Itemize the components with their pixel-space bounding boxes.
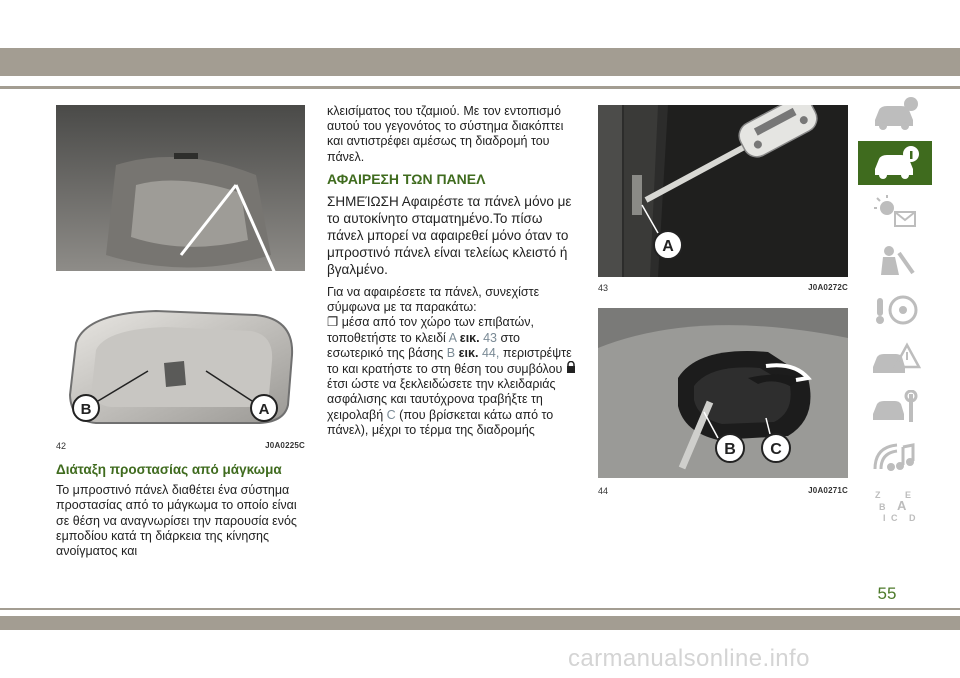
header-band <box>0 48 960 76</box>
step-1-text-a: μέσα από τον χώρο των επιβατών, τοποθετήστε το κλειδί <box>327 315 535 345</box>
safety-icon <box>869 243 921 279</box>
figure-44-label-c: C <box>770 441 782 458</box>
figure-44-caption <box>598 486 848 496</box>
svg-text:B: B <box>879 502 886 512</box>
tab-index[interactable] <box>858 484 932 528</box>
figure-43-code: J0A0272C <box>808 283 848 292</box>
figure-42-code: J0A0225C <box>265 441 305 450</box>
step-1-text-b: στο εσωτερικό της βάσης <box>327 330 520 360</box>
tab-lights-mail[interactable] <box>858 190 932 234</box>
panel-removal-note: ΣΗΜΕΊΩΣΗ Αφαιρέστε τα πάνελ μόνο με το αυτοκίνητο σταματημένο.Το πίσω πάνελ μπορεί να αφαιρεθεί μόνο όταν το μπροστινό πάνελ είναι τελείως κλειστό ή βγαλμένο. <box>327 194 572 278</box>
warning-car-icon <box>869 341 921 377</box>
svg-text:C: C <box>891 513 898 523</box>
checkbox-bullet-icon: ❐ <box>327 315 339 330</box>
tab-car-info[interactable] <box>858 92 932 136</box>
handle-label-c: C <box>386 407 396 422</box>
footer-band <box>0 616 960 630</box>
watermark-text: carmanualsonline.info <box>568 645 810 672</box>
index-letters-icon <box>869 488 921 524</box>
svg-text:I: I <box>883 513 886 523</box>
key-label-a: Α <box>448 330 457 345</box>
svg-text:A: A <box>897 498 907 513</box>
figure-44-image <box>598 308 848 478</box>
step-1-text-e: (που βρίσκεται κάτω από το πάνελ), μέχρι το τέρμα της διαδρομής <box>327 407 554 437</box>
tools-steering-icon <box>869 292 921 328</box>
base-label-b: B <box>446 345 456 360</box>
panel-removal-steps-intro: Για να αφαιρέσετε τα πάνελ, συνεχίστε σύμφωνα με τα παρακάτω: <box>327 285 540 315</box>
car-wrench-icon <box>869 390 921 426</box>
figure-43-number: 43 <box>598 283 609 293</box>
tab-media[interactable] <box>858 435 932 479</box>
figure-43-caption <box>598 283 848 293</box>
media-icon <box>869 439 921 475</box>
figure-44-number: 44 <box>598 486 609 496</box>
car-info-active-icon <box>869 145 921 181</box>
figure-42-label-b: B <box>80 401 92 418</box>
tab-car-wrench[interactable] <box>858 386 932 430</box>
figure-44-code: J0A0271C <box>808 486 848 495</box>
figure-ref-prefix-44: εικ. <box>458 345 479 360</box>
tab-tools-steering[interactable] <box>858 288 932 332</box>
figure-43-image <box>598 105 848 277</box>
figure-42-number: 42 <box>56 441 67 451</box>
figure-ref-43: 43 <box>483 330 498 345</box>
step-1-text-c: περιστρέψτε το και κρατήστε το στη θέση του συμβόλου <box>327 345 572 377</box>
tab-warning-car[interactable] <box>858 337 932 381</box>
section-heading-panel-removal: ΑΦΑΙΡΕΣΗ ΤΩΝ ΠΑΝΕΛ <box>327 170 486 187</box>
figure-43-label-a: A <box>662 238 674 255</box>
footer-line <box>0 608 960 610</box>
chapter-tabs <box>858 92 932 533</box>
section-heading-anti-pinch: Διάταξη προστασίας από μάγκωμα <box>56 462 282 477</box>
figure-42-label-a: A <box>258 401 270 418</box>
lights-mail-icon <box>869 194 921 230</box>
car-info-icon <box>869 96 921 132</box>
left-body-text: Το μπροστινό πάνελ διαθέτει ένα σύστημα προστασίας από το μάγκωμα το οποίο είναι σε θέση να αναγνωρίσει την παρουσία ενός εμποδίου κατά τη διάρκεια της κίνησης ανοίγματος και <box>56 483 297 559</box>
figure-ref-prefix-43: εικ. <box>459 330 480 345</box>
page-number: 55 <box>877 584 897 603</box>
middle-column <box>327 104 577 445</box>
step-1-text-d: έτσι ώστε να ξεκλειδώσετε την κλειδαριάς ασφάλισης και ταυτόχρονα τραβήξτε τη χειρολαβή <box>327 377 556 422</box>
svg-text:Z: Z <box>875 490 881 500</box>
svg-text:D: D <box>909 513 916 523</box>
svg-text:E: E <box>905 490 912 500</box>
panel-removal-step-1 <box>327 315 577 438</box>
tab-car-info-active[interactable] <box>858 141 932 185</box>
left-column <box>56 462 306 566</box>
figure-42-image <box>56 105 305 437</box>
figure-ref-44: 44, <box>481 345 500 360</box>
figure-42-caption <box>56 441 305 451</box>
header-line <box>0 86 960 89</box>
middle-intro-text: κλεισίματος του τζαμιού. Με τον εντοπισμό αυτού του γεγονότος το σύστημα διακόπτει και αντιστρέφει αμέσως τη διαδρομή του πάνελ. <box>327 104 564 164</box>
tab-safety[interactable] <box>858 239 932 283</box>
figure-44-label-b: B <box>724 441 736 458</box>
padlock-icon <box>566 362 576 376</box>
